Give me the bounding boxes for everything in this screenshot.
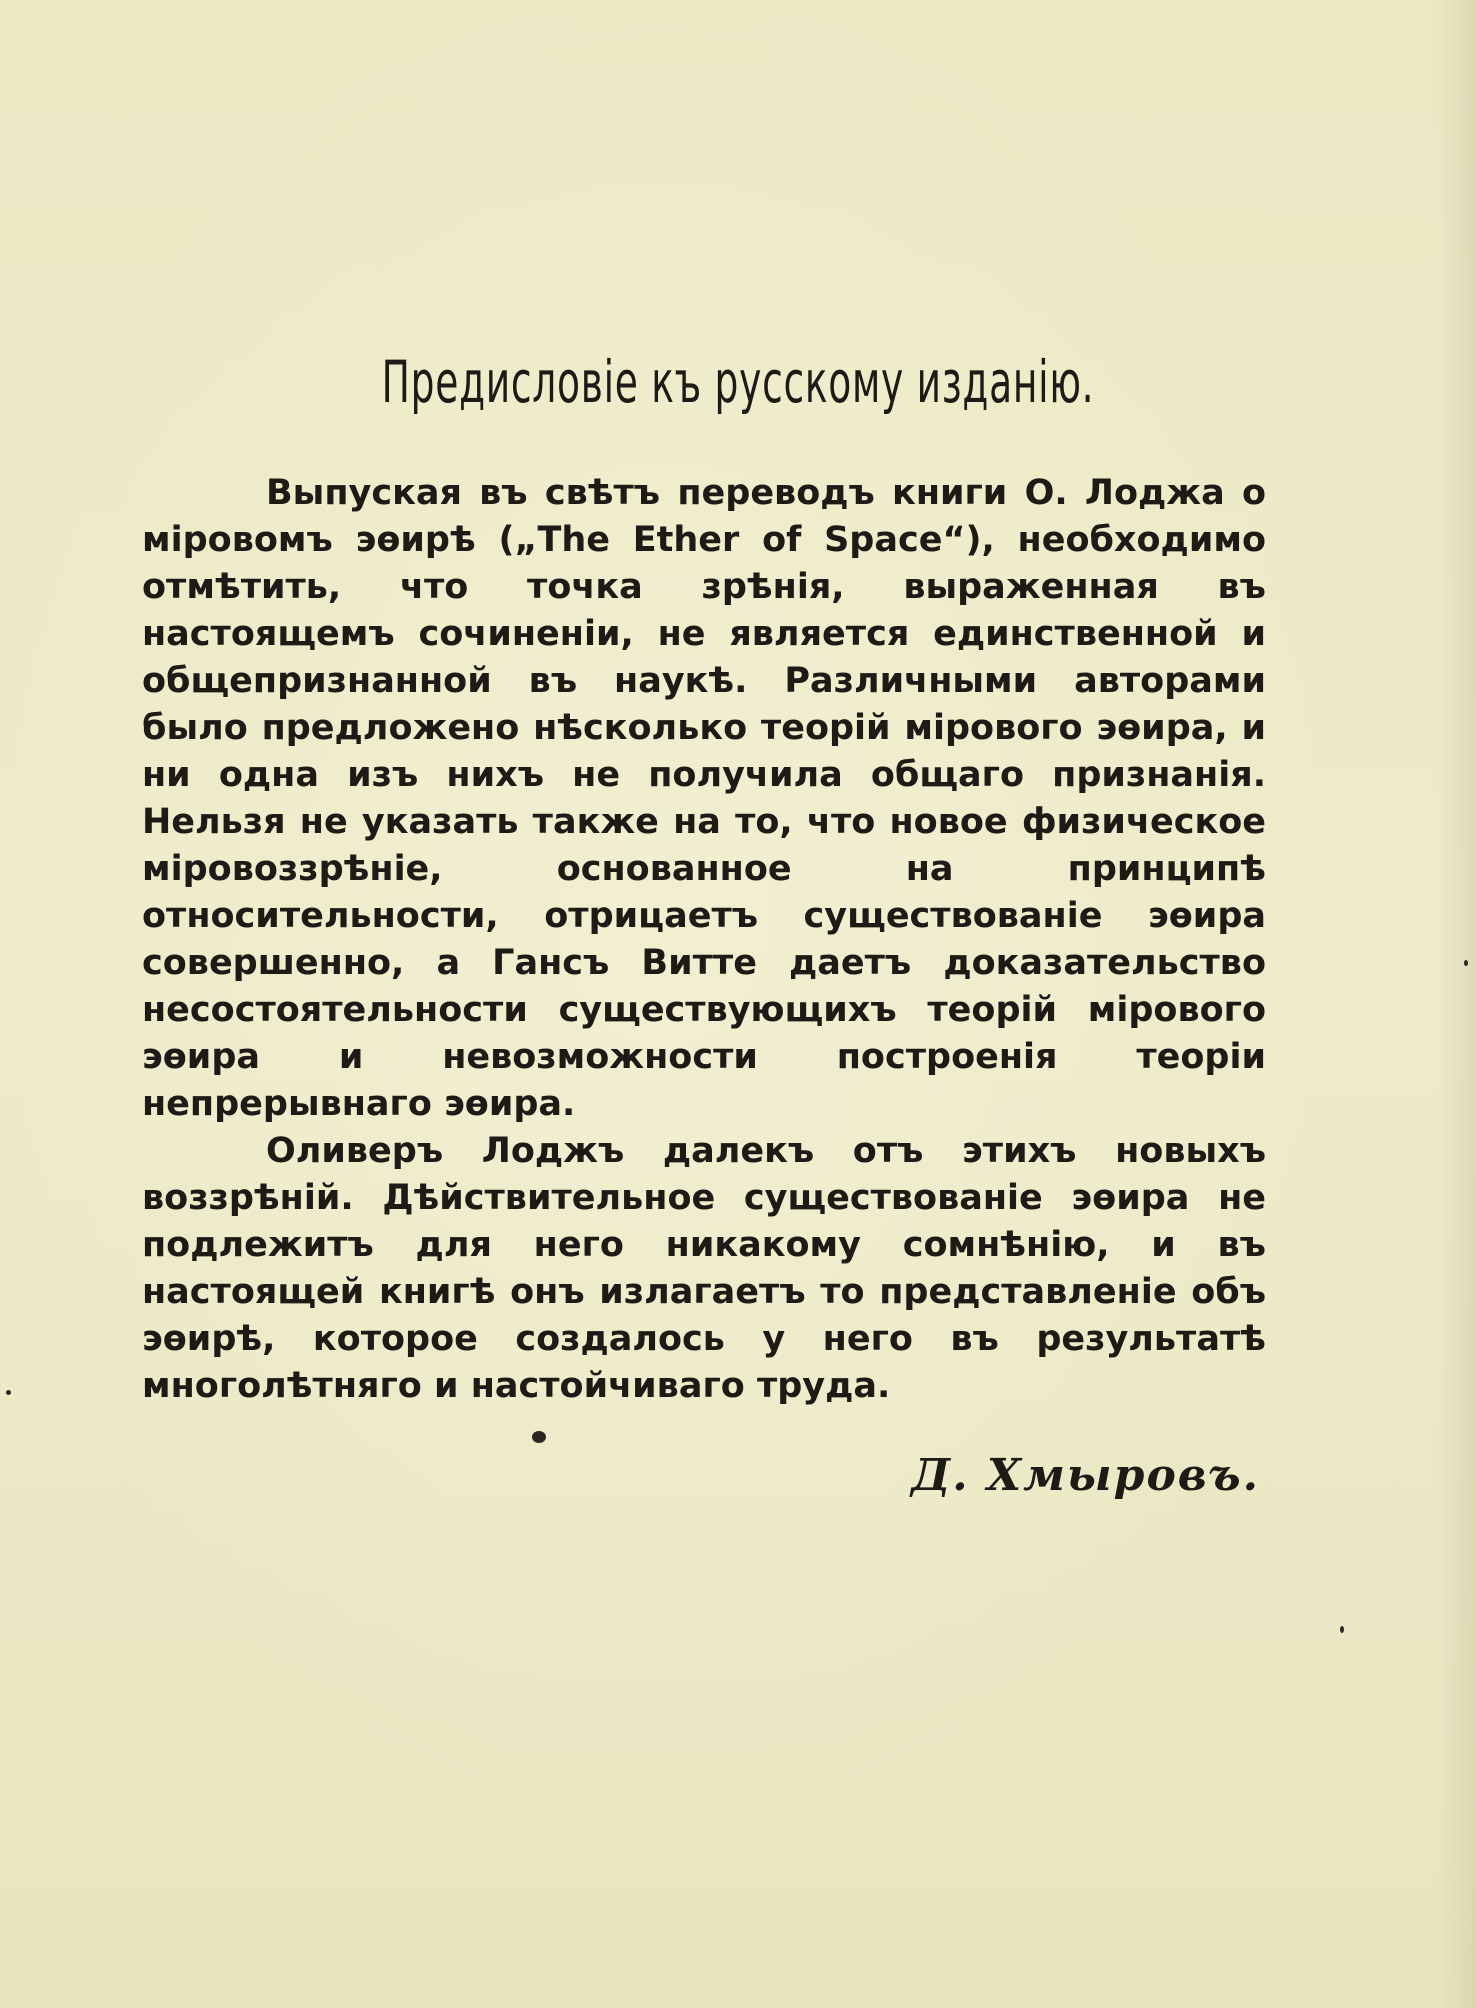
author-signature: Д. Хмыровъ. — [911, 1450, 1260, 1501]
paper-speck — [6, 1390, 11, 1395]
preface-body — [142, 470, 1266, 1410]
page-edge-shadow — [1436, 0, 1476, 2008]
ornament-dot — [532, 1431, 546, 1443]
paragraph-1: Выпуская въ свѣтъ переводъ книги О. Лоджа о мiровомъ эѳирѣ („The Ether of Space“), необходимо отмѣтить, что точка зрѣнія, выраженная въ настоящемъ сочиненіи, не является единственной и общепризнанной въ наукѣ. Различными авторами было предложено нѣсколько теорій мірового эѳира, и ни одна изъ нихъ не получила общаго признанія. Нельзя не указать также на то, что новое физическое міровоззрѣніе, основанное на принципѣ относительности, отрицаетъ существованіе эѳира совершенно, а Гансъ Витте даетъ доказательство несостоятельности существующихъ теорій мірового эѳира и невозможности построенія теоріи непрерывнаго эѳира. — [142, 473, 1266, 1124]
page-title: Предисловіе къ русскому изданію. — [381, 348, 1095, 416]
paragraph-2: Оливеръ Лоджъ далекъ отъ этихъ новыхъ воззрѣній. Дѣйствительное существованіе эѳира не подлежитъ для него никакому сомнѣнію, и въ настоящей книгѣ онъ излагаетъ то представленіе объ эѳирѣ, которое создалось у него въ результатѣ многолѣтняго и настойчиваго труда. — [142, 1131, 1266, 1406]
paper-speck — [1464, 960, 1468, 966]
paper-speck — [1340, 1626, 1344, 1633]
